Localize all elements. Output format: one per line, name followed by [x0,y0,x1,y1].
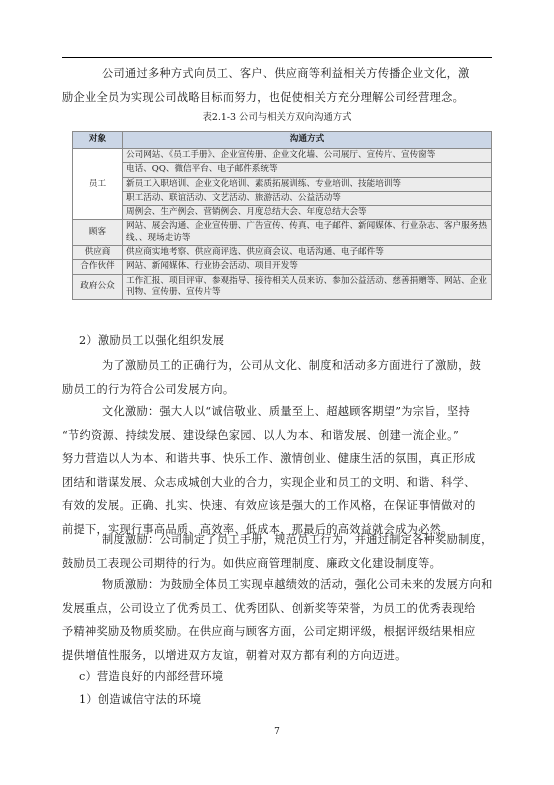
method-cell: 新员工入职培训、企业文化培训、素质拓展训练、专业培训、技能培训等 [123,177,492,191]
object-cell-partner: 合作伙伴 [73,260,123,274]
page-number: 7 [274,727,280,737]
table-row [73,206,492,220]
intro-line: 励企业全员为实现公司战略目标而努力，也促使相关方充分理解公司经营理念。 [62,90,465,104]
table-row [73,177,492,191]
header-object: 对象 [73,132,123,149]
paragraph-line: 前提下，实现行事高品质、高效率、低成本，那最后的高效益就会成为必然。 [62,522,453,536]
paragraph-line: 团结和谐谋发展、众志成城创大业的合力，实现企业和员工的文明、和谐、科学、 [62,475,476,489]
method-cell: 工作汇报、项目评审、参观指导、接待相关人员来访、参加公益活动、慈善捐赠等、网站、企业刊物、宣传册、宣传片等 [123,274,492,300]
table-row [73,149,492,163]
method-cell: 网站、新闻媒体、行业协会活动、项目开发等 [123,260,492,274]
communication-table [72,131,492,300]
paragraph-line: 鼓励员工表现公司期待的行为。如供应商管理制度、廉政文化建设制度等。 [62,556,442,570]
paragraph [62,573,496,667]
table-row [73,163,492,177]
method-cell: 公司网站、《员工手册》、企业宣传册、企业文化墙、公司展厅、宣传片、宣传窗等 [123,149,492,163]
paragraph-line: 努力营造以人为本、和谐共事、快乐工作、激情创业、健康生活的氛围，真正形成 [62,452,476,465]
paragraph-line: 为了激励员工的正确行为，公司从文化、制度和活动多方面进行了激励，鼓 [102,359,482,372]
paragraph-line: 励员工的行为符合公司发展方向。 [62,382,235,396]
table-row [73,274,492,300]
section-heading: 1）创造诚信守法的环境 [79,693,202,706]
object-cell-customer: 顾客 [73,220,123,246]
paragraph-line: “节约资源、持续发展、建设绿色家园、以人为本、和谐发展、创建一流企业。” [62,428,460,442]
table-header-row [73,132,492,149]
intro-line: 公司通过多种方式向员工、客户、供应商等利益相关方传播企业文化，激 [102,67,470,80]
method-cell: 供应商实地考察、供应商评选、供应商会议、电话沟通、电子邮件等 [123,246,492,260]
paragraph [62,528,496,575]
paragraph-line: 物质激励：为鼓励全体员工实现卓越绩效的活动，强化公司未来的发展方向和 [102,578,493,591]
paragraph [62,400,496,541]
paragraph-line: 提供增值性服务，以增进双方友谊，朝着对双方都有利的方向迈进。 [62,648,407,662]
paragraph-line: 予精神奖励及物质奖励。在供应商与顾客方面，公司定期评级，根据评级结果相应 [62,625,476,638]
method-cell: 周例会、生产例会、营销例会、月度总结大会、年度总结大会等 [123,206,492,220]
header-rule [62,57,492,58]
section-heading: 2）激励员工以强化组织发展 [79,334,225,347]
method-cell: 职工活动、联谊活动、文艺活动、旅游活动、公益活动等 [123,191,492,205]
intro-paragraph [62,62,496,109]
section-heading: c）营造良好的内部经营环境 [79,670,224,683]
paragraph-line: 文化激励：强大人以“诚信敬业、质量至上、超越顾客期望”为宗旨，坚持 [102,405,471,418]
header-method: 沟通方式 [123,132,492,149]
method-cell: 电话、QQ、微信平台、电子邮件系统等 [123,163,492,177]
object-cell-employee: 员工 [73,149,123,220]
paragraph-line: 发展重点，公司设立了优秀员工、优秀团队、创新奖等荣誉，为员工的优秀表现给 [62,601,476,615]
paragraph [62,354,496,401]
paragraph-line: 有效的发展。正确、扎实、快速、有效应该是强大的工作风格，在保证事情做对的 [62,499,476,512]
table-row [73,260,492,274]
table-caption: 表2.1-3 公司与相关方双向沟通方式 [202,112,352,123]
object-cell-government: 政府公众 [73,274,123,300]
table-row [73,220,492,246]
table-row [73,191,492,205]
table-row [73,246,492,260]
paragraph-line: 制度激励：公司制定了员工手册，规范员工行为，并通过制定各种奖励制度， [102,533,493,546]
object-cell-supplier: 供应商 [73,246,123,260]
method-cell: 网站、展会沟通、企业宣传册、广告宣传、传真、电子邮件、新闻媒体、行业杂志、客户服务热线、、现场走访等 [123,220,492,246]
